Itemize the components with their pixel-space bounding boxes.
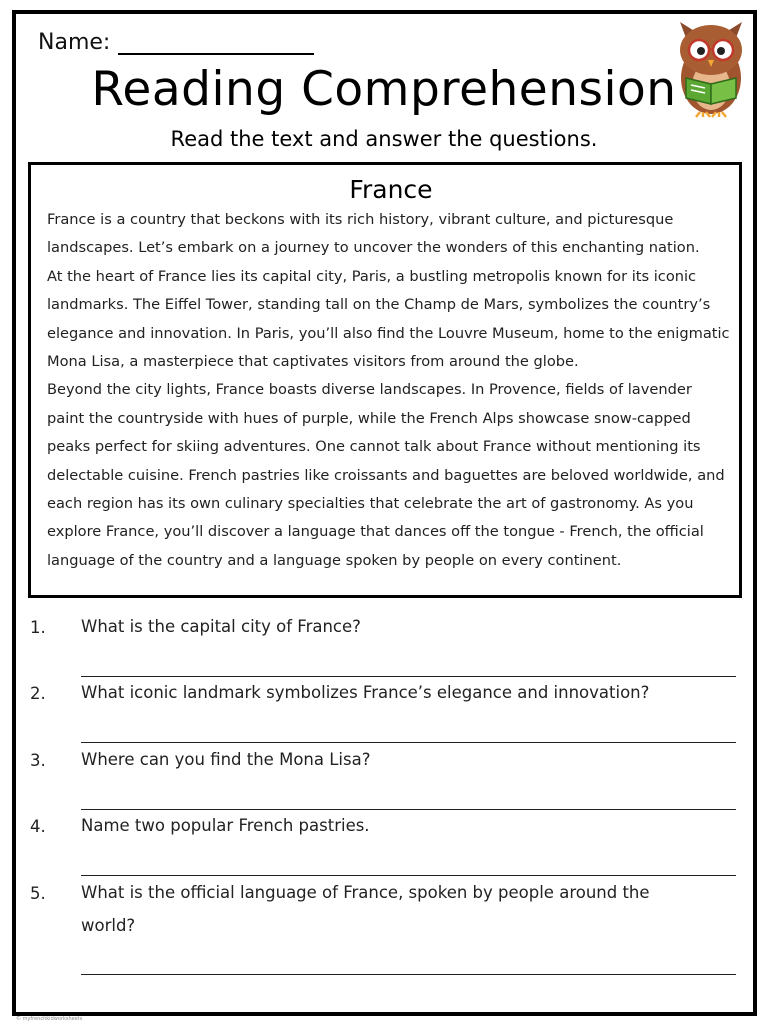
name-input-line[interactable] bbox=[118, 33, 314, 55]
passage-line: Mona Lisa, a masterpiece that captivates visitors from around the globe. bbox=[47, 353, 579, 371]
passage-line: each region has its own culinary specialties that celebrate the art of gastronomy. As you bbox=[47, 495, 694, 513]
question-text: What is the official language of France, spoken by people around the world? bbox=[81, 883, 650, 935]
name-label: Name: bbox=[38, 30, 111, 55]
question-text: Where can you find the Mona Lisa? bbox=[81, 750, 371, 769]
copyright-text: © myfrenchkidworksheets bbox=[16, 1016, 83, 1022]
passage-line: delectable cuisine. French pastries like croissants and baguettes are beloved worldwide, and bbox=[47, 466, 725, 484]
page-title: Reading Comprehension bbox=[91, 62, 677, 117]
name-field bbox=[38, 30, 314, 55]
passage-box bbox=[28, 162, 742, 598]
passage-title: France bbox=[349, 175, 433, 204]
question-text: What is the capital city of France? bbox=[81, 617, 361, 636]
question-number: 5. bbox=[30, 884, 46, 903]
passage-text bbox=[47, 206, 735, 575]
passage-line: paint the countryside with hues of purple, while the French Alps showcase snow-capped bbox=[47, 409, 691, 427]
answer-line[interactable] bbox=[81, 974, 736, 975]
question-number: 3. bbox=[30, 751, 46, 770]
question-text: Name two popular French pastries. bbox=[81, 816, 370, 835]
passage-line: France is a country that beckons with its rich history, vibrant culture, and picturesque bbox=[47, 211, 674, 228]
passage-line: Beyond the city lights, France boasts diverse landscapes. In Provence, fields of lavender bbox=[47, 381, 692, 399]
passage-line: landmarks. The Eiffel Tower, standing tall on the Champ de Mars, symbolizes the country’s bbox=[47, 296, 711, 314]
question-text: What iconic landmark symbolizes France’s elegance and innovation? bbox=[81, 683, 650, 702]
passage-line: At the heart of France lies its capital city, Paris, a bustling metropolis known for its iconic bbox=[47, 267, 697, 285]
passage-line: peaks perfect for skiing adventures. One cannot talk about France without mentioning its bbox=[47, 438, 701, 456]
question-number: 2. bbox=[30, 684, 46, 703]
passage-line: language of the country and a language spoken by people on every continent. bbox=[47, 551, 622, 569]
passage-line: elegance and innovation. In Paris, you’ll also find the Louvre Museum, home to the enigmatic bbox=[47, 324, 730, 342]
passage-line: landscapes. Let’s embark on a journey to uncover the wonders of this enchanting nation. bbox=[47, 239, 700, 257]
question-number: 1. bbox=[30, 618, 46, 637]
passage-line: explore France, you’ll discover a language that dances off the tongue - French, the official bbox=[47, 523, 704, 541]
question-number: 4. bbox=[30, 817, 46, 836]
instructions: Read the text and answer the questions. bbox=[170, 127, 598, 151]
